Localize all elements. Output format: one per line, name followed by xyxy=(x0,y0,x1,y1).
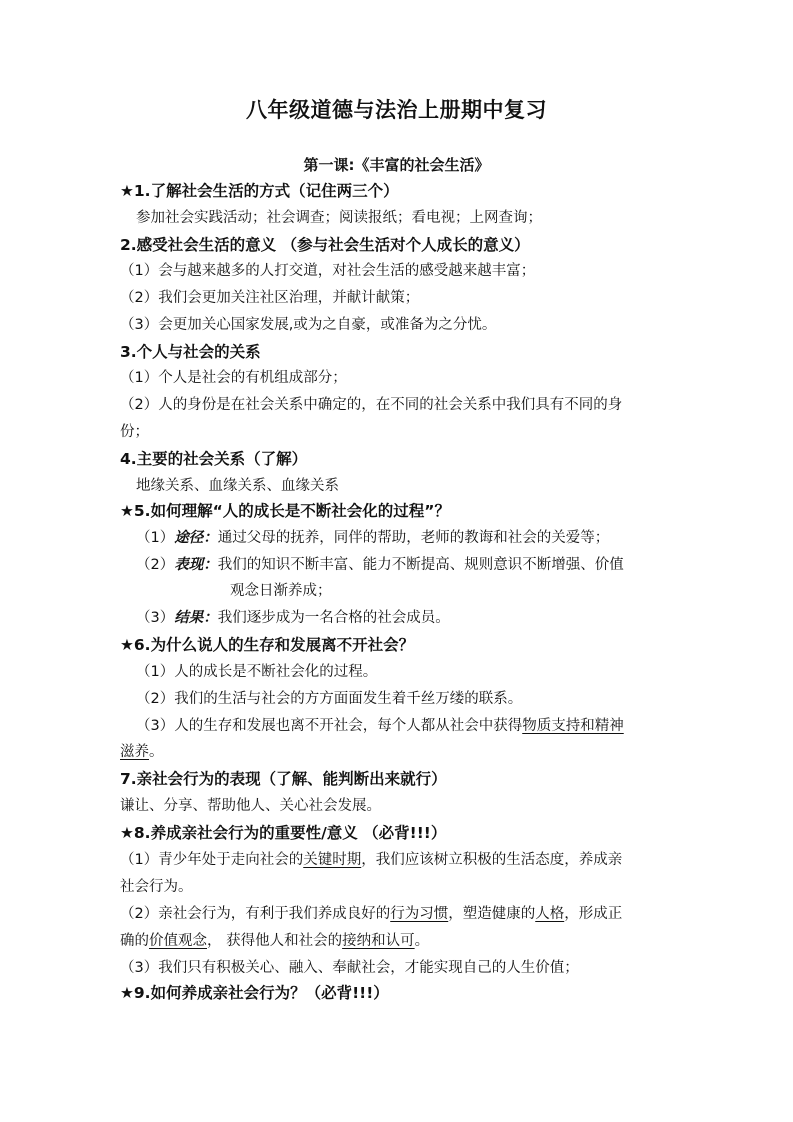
section-3-point-2: （2）人的身份是在社会关系中确定的，在不同的社会关系中我们具有不同的身 xyxy=(120,397,623,413)
section-8-heading: ★8.养成亲社会行为的重要性/意义 （必背!!!） xyxy=(120,824,447,842)
section-2-point-2: （2）我们会更加关注社区治理，并献计献策； xyxy=(120,290,420,306)
section-5-point-2 xyxy=(136,554,624,576)
underlined-term: 滋养 xyxy=(120,744,149,760)
section-7-heading: 7.亲社会行为的表现（了解、能判断出来就行） xyxy=(120,770,447,788)
section-1-body: 参加社会实践活动；社会调查；阅读报纸；看电视；上网查询； xyxy=(136,210,542,226)
point-label: 表现： xyxy=(174,557,218,573)
section-7-body: 谦让、分享、帮助他人、关心社会发展。 xyxy=(120,798,381,814)
underlined-term: 接纳和认可 xyxy=(342,933,415,949)
section-8-point-2 xyxy=(120,903,622,925)
section-2-point-1: （1）会与越来越多的人打交道，对社会生活的感受越来越丰富； xyxy=(120,263,536,279)
section-3-point-1: （1）个人是社会的有机组成部分； xyxy=(120,370,347,386)
point-label: 途径： xyxy=(174,530,218,546)
section-6-point-1: （1）人的成长是不断社会化的过程。 xyxy=(136,664,378,680)
text-run: （1）青少年处于走向社会的 xyxy=(120,852,304,868)
point-text: 我们逐步成为一名合格的社会成员。 xyxy=(217,610,450,626)
underlined-term: 物质支持和精神 xyxy=(522,718,624,734)
text-run: ，形成正 xyxy=(564,906,623,922)
text-run: （3）人的生存和发展也离不开社会，每个人都从社会中获得 xyxy=(136,718,523,734)
point-number: （3） xyxy=(136,610,175,626)
underlined-term: 价值观念 xyxy=(149,933,207,949)
underlined-term: 行为习惯 xyxy=(390,906,449,922)
text-run: 确的 xyxy=(120,933,149,949)
section-5-point-1 xyxy=(136,527,609,549)
section-2-heading: 2.感受社会生活的意义 （参与社会生活对个人成长的意义） xyxy=(120,236,530,254)
section-5-point-2-cont: 观念日渐养成； xyxy=(230,583,332,599)
text-run: 。 xyxy=(149,744,164,760)
point-number: （1） xyxy=(136,530,175,546)
text-run: ， 获得他人和社会的 xyxy=(207,933,343,949)
section-6-point-3-cont xyxy=(120,741,164,763)
section-6-heading: ★6.为什么说人的生存和发展离不开社会？ xyxy=(120,636,415,654)
text-run: （2）亲社会行为，有利于我们养成良好的 xyxy=(120,906,391,922)
point-label: 结果： xyxy=(174,610,218,626)
point-text: 通过父母的抚养，同伴的帮助，老师的教诲和社会的关爱等； xyxy=(217,530,610,546)
section-2-point-3: （3）会更加关心国家发展,或为之自豪，或准备为之分忧。 xyxy=(120,317,497,333)
section-8-point-2-cont xyxy=(120,930,429,952)
underlined-term: 关键时期 xyxy=(303,852,362,868)
text-run: ，我们应该树立积极的生活态度，养成亲 xyxy=(361,852,623,868)
section-4-heading: 4.主要的社会关系（了解） xyxy=(120,450,308,468)
section-6-point-2: （2）我们的生活与社会的方方面面发生着千丝万缕的联系。 xyxy=(136,691,523,707)
section-1-heading: ★1.了解社会生活的方式（记住两三个） xyxy=(120,182,399,200)
text-run: 。 xyxy=(414,933,430,949)
text-run: ，塑造健康的 xyxy=(448,906,536,922)
point-text: 我们的知识不断丰富、能力不断提高、规则意识不断增强、价值 xyxy=(217,557,624,573)
lesson-heading: 第一课:《丰富的社会生活》 xyxy=(303,156,490,174)
section-3-heading: 3.个人与社会的关系 xyxy=(120,343,261,361)
section-8-point-3: （3）我们只有积极关心、融入、奉献社会，才能实现自己的人生价值； xyxy=(120,960,579,976)
section-8-point-1-cont: 社会行为。 xyxy=(120,879,193,895)
section-6-point-3 xyxy=(136,715,624,737)
section-3-point-2-cont: 份； xyxy=(120,424,149,440)
section-9-heading: ★9.如何养成亲社会行为？（必背!!!） xyxy=(120,984,389,1002)
section-5-point-3 xyxy=(136,607,450,629)
section-4-body: 地缘关系、血缘关系、血缘关系 xyxy=(136,478,339,494)
section-5-heading: ★5.如何理解“人的成长是不断社会化的过程”？ xyxy=(120,502,450,520)
point-number: （2） xyxy=(136,557,175,573)
underlined-term: 人格 xyxy=(535,906,565,922)
section-8-point-1 xyxy=(120,849,622,871)
document-title: 八年级道德与法治上册期中复习 xyxy=(246,98,547,122)
